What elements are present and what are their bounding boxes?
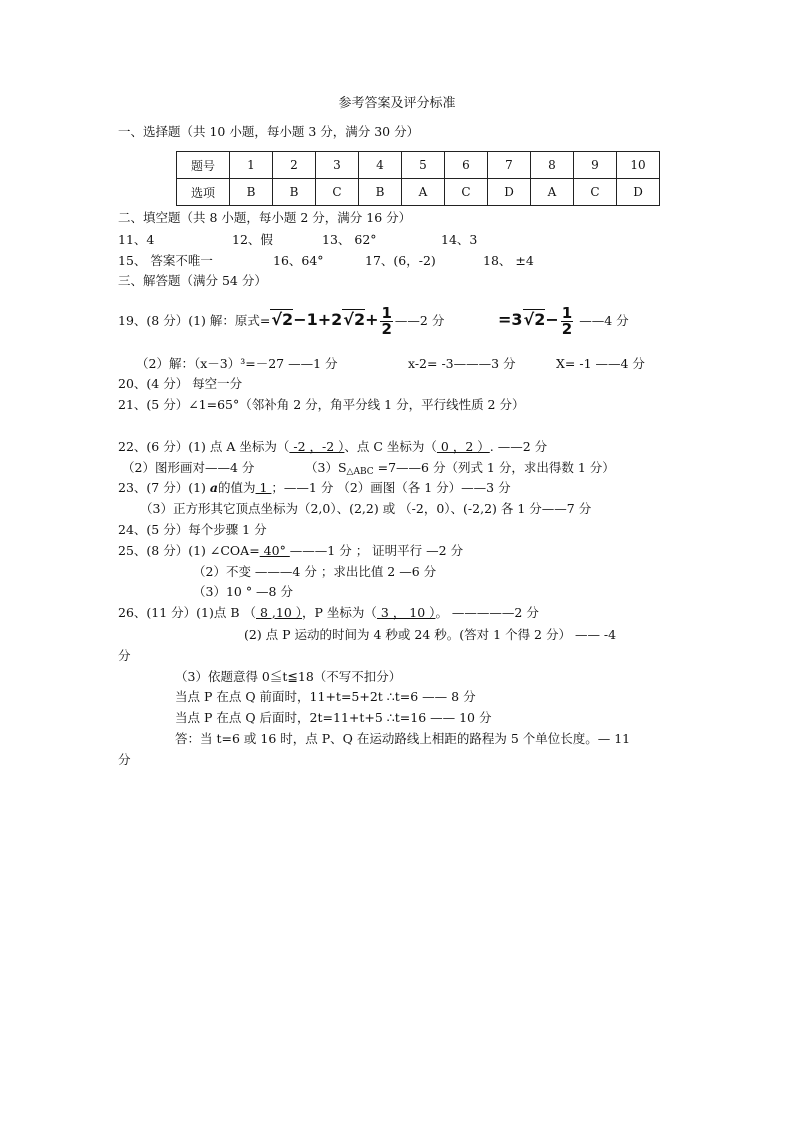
q21: 21、(5 分）∠1=65°（邻补角 2 分，角平分线 1 分，平行线性质 2 分） (118, 397, 525, 412)
q22-answer-c: 0 ，2 ） (436, 439, 490, 454)
q26-line5: 当点 P 在点 Q 后面时，2t=11+t+5 ∴t=16 —— 10 分 (175, 710, 492, 725)
q22-line2a: （2）图形画对——4 分 (122, 460, 255, 475)
q19-line1-right (498, 304, 629, 337)
q19-prefix: 19、(8 分）(1) 解：原式= (118, 313, 271, 328)
question-number: 5 (402, 152, 445, 179)
section2-heading: 二、填空题（共 8 小题，每小题 2 分，满分 16 分） (118, 210, 412, 225)
question-number: 4 (359, 152, 402, 179)
q19-sqrt-2: √2 (523, 310, 546, 329)
q23-line1 (118, 480, 511, 496)
q26-line3: （3）依题意得 0≦t≦18（不写不扣分） (175, 669, 402, 684)
q19-fraction2 (561, 306, 573, 337)
q22-s-label: （3）S (305, 460, 347, 475)
q26-line2-wrap: 分 (118, 648, 131, 663)
section1-heading: 一、选择题（共 10 小题，每小题 3 分，满分 30 分） (118, 124, 420, 139)
question-number: 1 (230, 152, 273, 179)
question-number: 7 (488, 152, 531, 179)
answer-cell: B (273, 179, 316, 206)
q26-line4: 当点 P 在点 Q 前面时，11+t=5+2t ∴t=6 —— 8 分 (175, 689, 476, 704)
q26-text-a: 26、(11 分）(1)点 B （ (118, 605, 257, 620)
q19-part2-a: （2）解：（x－3）³=－27 ——1 分 (136, 356, 338, 371)
q19-frac2-num: 1 (561, 304, 573, 322)
q22-s-rest: =7——6 分（列式 1 分，求出得数 1 分） (373, 460, 615, 475)
answer-cell: D (488, 179, 531, 206)
question-number: 9 (574, 152, 617, 179)
q19-plus: + (365, 310, 379, 329)
q19-sqrt-c: √2 (343, 310, 366, 329)
q26-line6-wrap: 分 (118, 752, 131, 767)
page-title: 参考答案及评分标准 (338, 96, 456, 111)
q26-line2: (2) 点 P 运动的时间为 4 秒或 24 秒。(答对 1 个得 2 分） —— -4 (244, 627, 617, 642)
answer-17: 17、(6，-2) (365, 253, 436, 268)
q25-line3: （3）10 ° —8 分 (193, 584, 293, 599)
q25-line1 (118, 543, 463, 559)
answer-11: 11、4 (118, 232, 155, 247)
answer-18: 18、 ±4 (483, 253, 534, 268)
q25-text-b: ———1 分 ； 证明平行 —2 分 (289, 543, 464, 558)
q19-sqrt-a: √2 (271, 310, 294, 329)
answer-cell: D (617, 179, 660, 206)
question-number: 8 (531, 152, 574, 179)
answer-cell: A (531, 179, 574, 206)
answer-cell: C (316, 179, 359, 206)
q25-answer: 40° (259, 543, 290, 558)
q19-part2-b: x-2= -3———3 分 (408, 356, 516, 371)
q26-answer-p: 3 ， 10 ） (376, 605, 436, 620)
answer-16: 16、64° (273, 253, 324, 268)
answer-cell: B (230, 179, 273, 206)
q19-frac-den: 2 (381, 320, 392, 338)
q26-line6: 答：当 t=6 或 16 时，点 P、Q 在运动路线上相距的路程为 5 个单位长度。— 11 (175, 731, 631, 746)
table-row1-label: 题号 (177, 152, 230, 179)
q26-line1 (118, 605, 539, 621)
answer-cell: C (445, 179, 488, 206)
q19-minus: − (545, 310, 559, 329)
q23-text-b: 的值为 (218, 480, 256, 495)
answer-cell: B (359, 179, 402, 206)
answer-14: 14、3 (441, 232, 478, 247)
q19-expr-b: −1+2 (293, 310, 343, 329)
answer-15: 15、 答案不唯一 (118, 253, 213, 268)
question-number: 6 (445, 152, 488, 179)
q19-score1: ——2 分 (394, 313, 445, 328)
q19-fraction (380, 306, 392, 337)
q19-part2-c: X= -1 ——4 分 (556, 356, 645, 371)
q23-var: a (209, 480, 218, 495)
q24: 24、(5 分）每个步骤 1 分 (118, 522, 267, 537)
q19-line1 (118, 304, 444, 337)
answer-13: 13、 62° (322, 232, 377, 247)
q19-score2: ——4 分 (579, 313, 629, 328)
question-number: 2 (273, 152, 316, 179)
answer-cell: A (402, 179, 445, 206)
q22-line1 (118, 439, 547, 455)
q19-frac-num: 1 (381, 304, 392, 322)
answer-12: 12、假 (232, 232, 273, 247)
q25-text-a: 25、(8 分）(1) ∠COA= (118, 543, 260, 558)
q22-line2b (305, 460, 615, 480)
table-row-numbers (177, 152, 660, 179)
section3-heading: 三、解答题（满分 54 分） (118, 273, 267, 288)
table-row2-label: 选项 (177, 179, 230, 206)
table-row-answers (177, 179, 660, 206)
q22-s-sub: △ABC (346, 467, 374, 477)
q26-text-b: ，P 坐标为（ (302, 605, 377, 620)
q22-answer-a: -2 ，-2 ） (289, 439, 345, 454)
q19-frac2-den: 2 (561, 320, 573, 338)
q25-line2: （2）不变 ———4 分 ；求出比值 2 —6 分 (193, 564, 437, 579)
question-number: 10 (617, 152, 660, 179)
q22-text-b: 、点 C 坐标为（ (344, 439, 437, 454)
q23-text-a: 23、(7 分）(1) (118, 480, 210, 495)
q22-text-a: 22、(6 分）(1) 点 A 坐标为（ (118, 439, 290, 454)
q23-answer: 1 (255, 480, 272, 495)
q22-text-c: . ——2 分 (489, 439, 548, 454)
answer-cell: C (574, 179, 617, 206)
q20: 20、(4 分） 每空一分 (118, 376, 243, 391)
q23-text-c: ；——1 分 （2）画图（各 1 分）——3 分 (271, 480, 511, 495)
answer-table (176, 151, 660, 206)
q26-answer-b: 8 ,10 ） (256, 605, 303, 620)
q26-text-c: 。 —————2 分 (435, 605, 539, 620)
question-number: 3 (316, 152, 359, 179)
q23-line2: （3）正方形其它顶点坐标为（2,0）、(2,2) 或 （-2，0）、(-2,2) 各 1 分——7 分 (140, 501, 592, 516)
q19-eq2: =3 (498, 310, 523, 329)
